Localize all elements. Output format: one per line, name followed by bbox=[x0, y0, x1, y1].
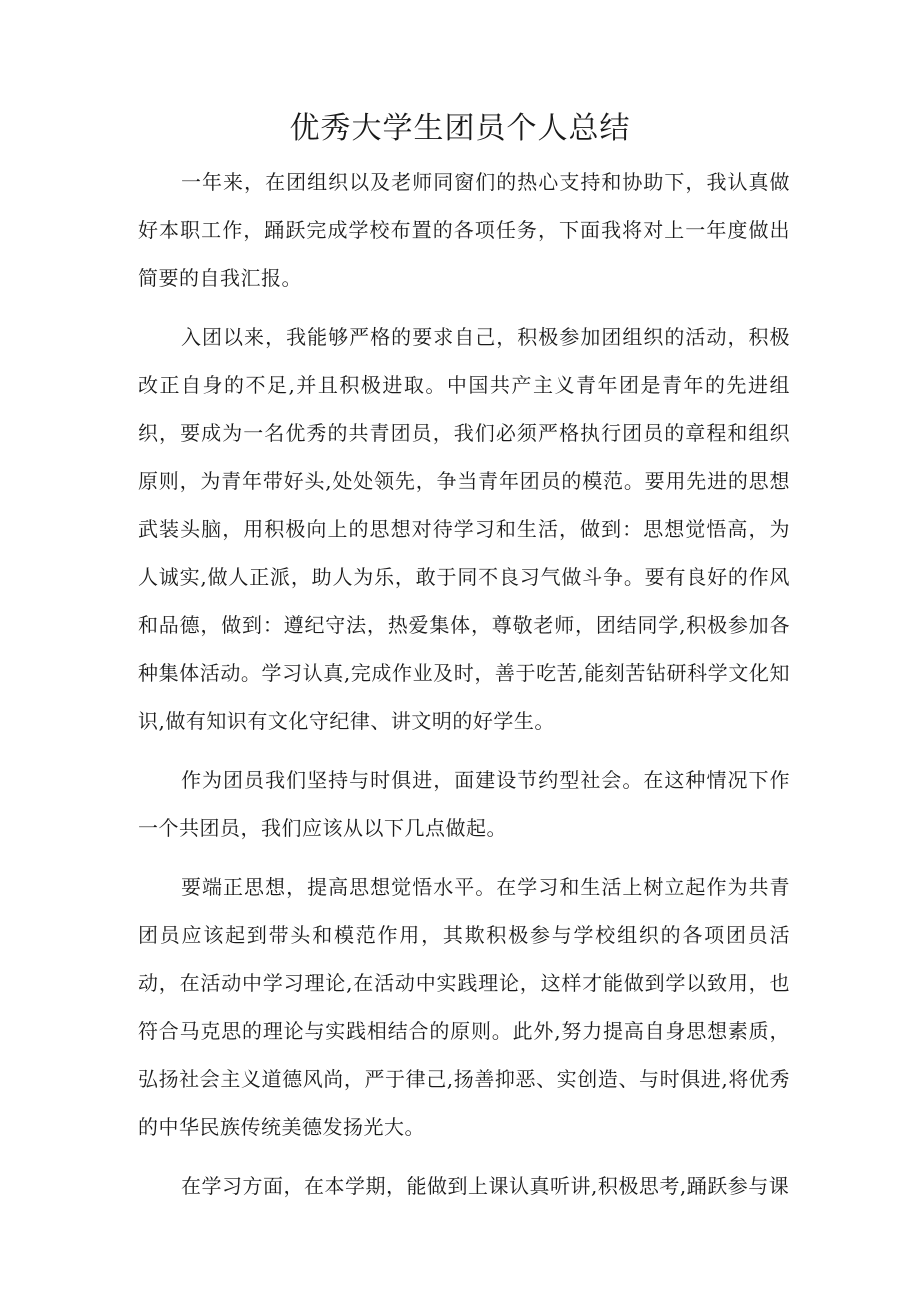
paragraph-study: 在学习方面，在本学期，能做到上课认真听讲,积极思考,踊跃参与课 bbox=[181, 1174, 790, 1198]
document-body bbox=[138, 158, 790, 1221]
document-title: 优秀大学生团员个人总结 bbox=[289, 111, 631, 146]
paragraph-thinking: 要端正思想，提高思想觉悟水平。在学习和生活上树立起作为共青团员应该起到带头和模范作用，其欺积极参与学校组织的各项团员活动，在活动中学习理论,在活动中实践理论，这样才能做到学以致用，也符合马克思的理论与实践相结合的原则。此外,努力提高自身思想素质，弘扬社会主义道德风尚，严于律己,扬善抑恶、实创造、与时俱进,将优秀的中华民族传统美德发扬光大。 bbox=[138, 875, 790, 1139]
paragraph-keep-pace: 作为团员我们坚持与时俱进，面建设节约型社会。在这种情况下作一个共团员，我们应该从以下几点做起。 bbox=[138, 768, 790, 840]
paragraph-joining-league: 入团以来，我能够严格的要求自己，积极参加团组织的活动，积极改正自身的不足,并且积极进取。中国共产主义青年团是青年的先进组织，要成为一名优秀的共青团员，我们必须严格执行团员的章程和组织原则，为青年带好头,处处领先，争当青年团员的模范。要用先进的思想武装头脑，用积极向上的思想对待学习和生活，做到：思想觉悟高，为人诚实,做人正派，助人为乐，敢于同不良习气做斗争。要有良好的作风和品德，做到：遵纪守法，热爱集体，尊敬老师，团结同学,积极参加各种集体活动。学习认真,完成作业及时，善于吃苦,能刻苦钻研科学文化知识,做有知识有文化守纪律、讲文明的好学生。 bbox=[138, 325, 790, 733]
paragraph-intro: 一年来，在团组织以及老师同窗们的热心支持和协助下，我认真做好本职工作，踊跃完成学校布置的各项任务，下面我将对上一年度做出简要的自我汇报。 bbox=[138, 170, 790, 290]
